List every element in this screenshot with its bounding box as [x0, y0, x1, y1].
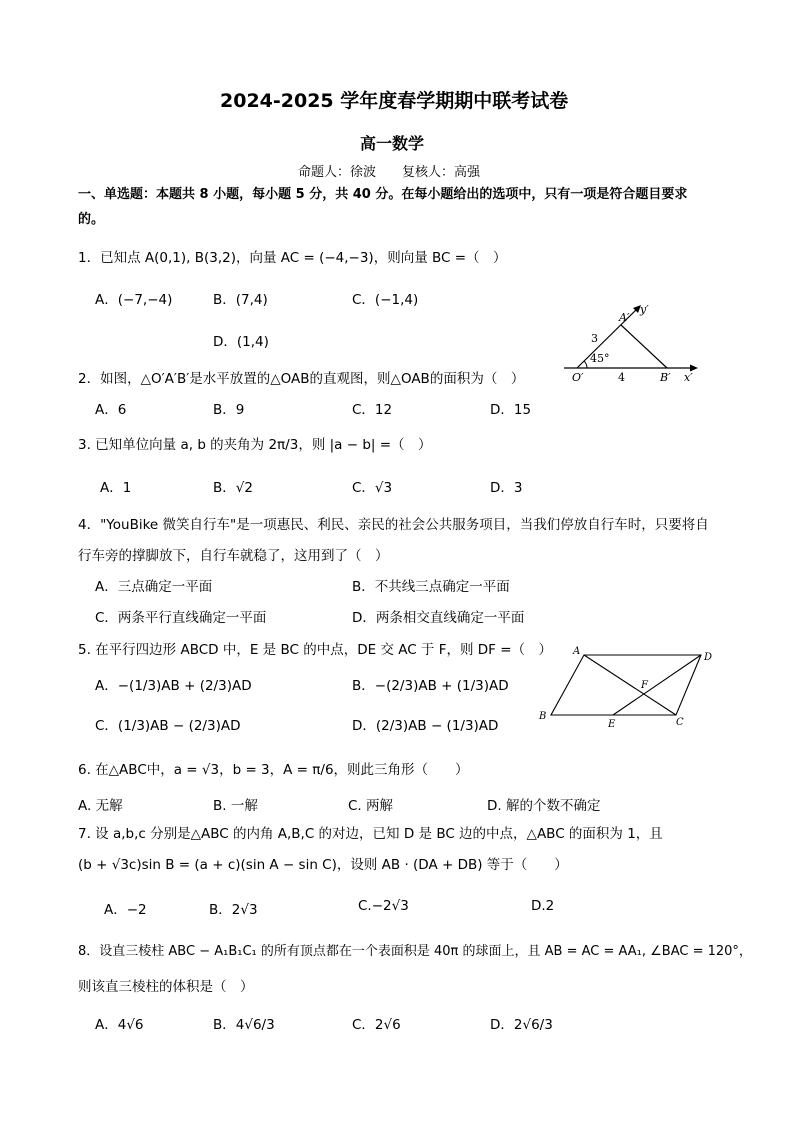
question-2-option-d: D．15 — [490, 402, 532, 418]
question-7-option-a: A．−2 — [104, 902, 147, 918]
question-7-stem-line2: (b + √3c)sin B = (a + c)(sin A − sin C)，设则 AB · (DA + DB) 等于（ ） — [78, 857, 568, 873]
section-heading-line2: 的。 — [78, 212, 105, 227]
question-1-stem: 1．已知点 A(0,1), B(3,2)，向量 AC = (−4,−3)，则向量 BC =（ ） — [78, 250, 507, 266]
question-4-option-d: D．两条相交直线确定一平面 — [352, 610, 525, 626]
question-3-option-a: A．1 — [100, 480, 132, 496]
question-7-option-d: D.2 — [531, 898, 555, 914]
section-heading-line1: 一、单选题：本题共 8 小题，每小题 5 分，共 40 分。在每小题给出的选项中，只有一项是符合题目要求 — [78, 187, 688, 202]
segment-de — [613, 655, 701, 715]
question-1-option-c: C．(−1,4) — [352, 292, 419, 308]
figure-oblique-triangle — [560, 298, 710, 390]
question-8-option-a: A．4√6 — [95, 1017, 144, 1033]
question-3-option-d: D．3 — [490, 480, 523, 496]
question-6-option-b: B. 一解 — [213, 798, 258, 814]
label-b-prime: B′ — [660, 371, 671, 384]
question-2-option-b: B．9 — [213, 402, 245, 418]
question-5-option-c: C．(1/3)AB − (2/3)AD — [95, 718, 241, 734]
question-4-option-a: A．三点确定一平面 — [95, 579, 213, 595]
question-2-stem: 2．如图，△O′A′B′是水平放置的△OAB的直观图，则△OAB的面积为（ ） — [78, 371, 525, 387]
question-3-option-c: C．√3 — [352, 480, 393, 496]
question-6-option-d: D. 解的个数不确定 — [487, 798, 601, 814]
label-y-prime: y′ — [640, 303, 649, 316]
question-2-option-c: C．12 — [352, 402, 393, 418]
question-6-option-c: C. 两解 — [348, 798, 394, 814]
question-5-stem: 5. 在平行四边形 ABCD 中，E 是 BC 的中点，DE 交 AC 于 F，则 DF =（ ） — [78, 642, 553, 658]
label-a: A — [573, 646, 581, 657]
question-4-option-b: B．不共线三点确定一平面 — [352, 579, 510, 595]
question-5-option-d: D．(2/3)AB − (1/3)AD — [352, 718, 499, 734]
question-7-option-b: B．2√3 — [209, 902, 258, 918]
label-length-3: 3 — [591, 332, 598, 345]
label-c: C — [676, 717, 684, 728]
segment-ab — [621, 325, 667, 368]
question-3-stem: 3. 已知单位向量 a, b 的夹角为 2π/3，则 |a − b| =（ ） — [78, 437, 432, 453]
label-o-prime: O′ — [572, 371, 584, 384]
question-5-option-a: A．−(1/3)AB + (2/3)AD — [95, 678, 252, 694]
label-a-prime: A′ — [619, 311, 630, 324]
exam-subject: 高一数学 — [360, 134, 425, 153]
question-7-option-c: C.−2√3 — [358, 898, 409, 914]
question-8-stem-line2: 则该直三棱柱的体积是（ ） — [78, 979, 254, 995]
question-8-option-d: D．2√6/3 — [490, 1017, 553, 1033]
question-6-stem: 6. 在△ABC中，a = √3，b = 3，A = π/6，则此三角形（ ） — [78, 762, 469, 778]
question-4-stem-line2: 行车旁的撑脚放下，自行车就稳了，这用到了（ ） — [78, 548, 389, 564]
question-1-option-b: B．(7,4) — [213, 292, 268, 308]
figure-parallelogram — [535, 643, 725, 735]
label-length-4: 4 — [618, 371, 625, 384]
label-x-prime: x′ — [684, 371, 693, 384]
exam-authors: 命题人：徐波 复核人：高强 — [298, 165, 481, 180]
question-4-stem-line1: 4．"YouBike 微笑自行车"是一项惠民、利民、亲民的社会公共服务项目，当我们停放自行车时，只要将自 — [78, 517, 709, 533]
question-6-option-a: A. 无解 — [78, 798, 123, 814]
question-5-option-b: B．−(2/3)AB + (1/3)AD — [352, 678, 509, 694]
label-d: D — [704, 652, 713, 663]
diagonal-ac — [584, 655, 676, 715]
label-b: B — [539, 711, 547, 722]
question-2-option-a: A．6 — [95, 402, 127, 418]
question-1-option-a: A．(−7,−4) — [95, 292, 173, 308]
question-3-option-b: B．√2 — [213, 480, 253, 496]
question-8-option-c: C．2√6 — [352, 1017, 401, 1033]
question-4-option-c: C．两条平行直线确定一平面 — [95, 610, 267, 626]
question-8-stem-line1: 8．设直三棱柱 ABC − A₁B₁C₁ 的所有顶点都在一个表面积是 40π 的球面上，且 AB = AC = AA₁, ∠BAC = 120°， — [78, 944, 752, 959]
label-f: F — [641, 680, 648, 691]
exam-title: 2024-2025 学年度春学期期中联考试卷 — [220, 90, 569, 112]
label-e: E — [608, 719, 616, 730]
label-angle-45: 45° — [590, 352, 610, 365]
question-7-stem-line1: 7. 设 a,b,c 分别是△ABC 的内角 A,B,C 的对边，已知 D 是 BC 边的中点，△ABC 的面积为 1，且 — [78, 826, 663, 842]
question-1-option-d: D．(1,4) — [213, 334, 269, 350]
question-8-option-b: B．4√6/3 — [213, 1017, 275, 1033]
angle-arc — [584, 361, 587, 368]
